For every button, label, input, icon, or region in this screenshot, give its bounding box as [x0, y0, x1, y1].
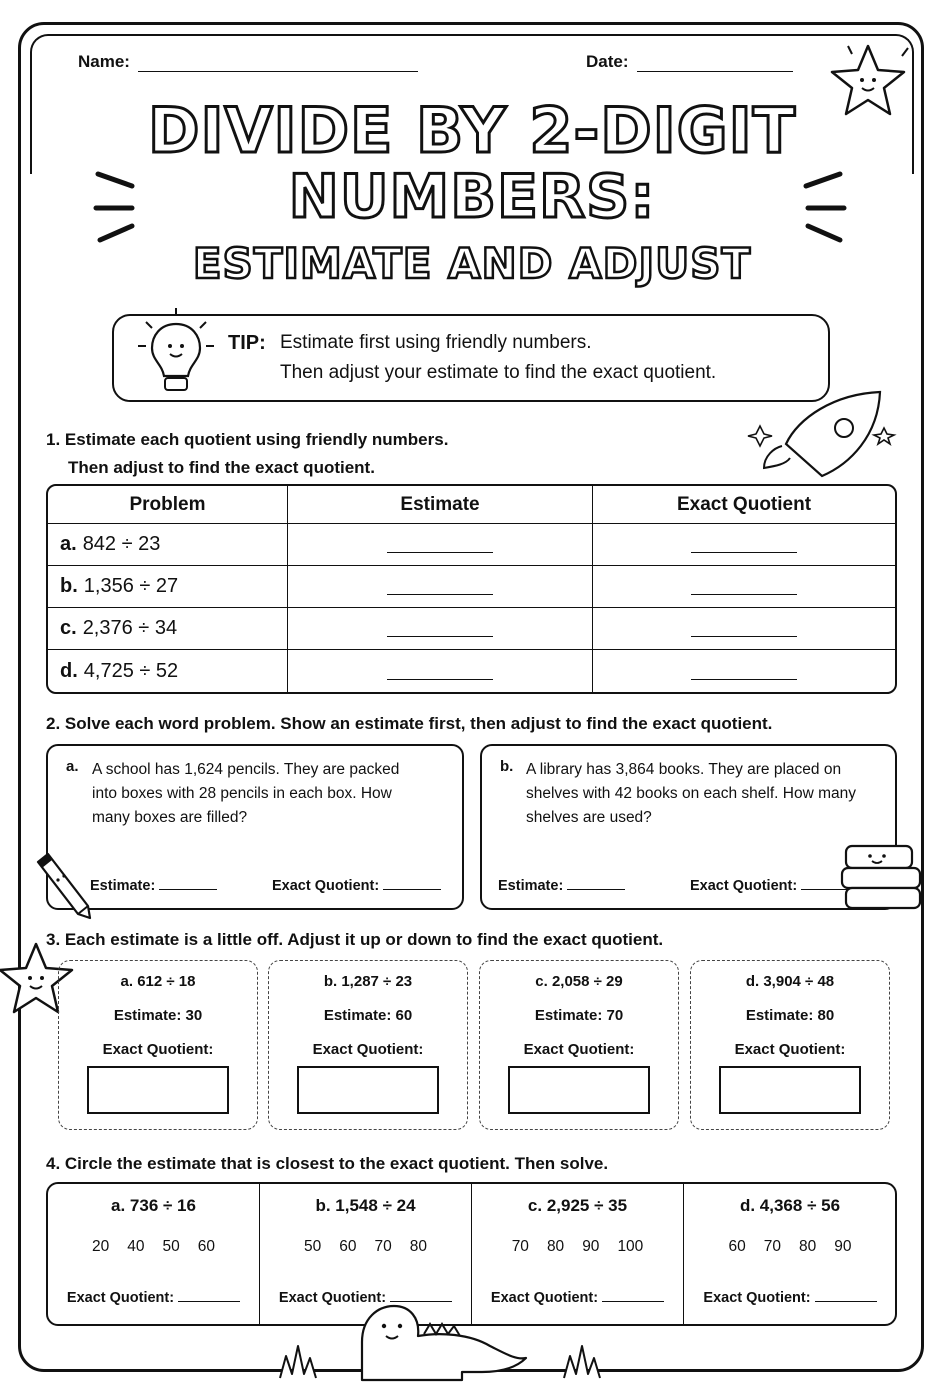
adjust-exact-label: Exact Quotient:: [312, 1041, 424, 1058]
estimate-option[interactable]: 40: [127, 1238, 145, 1255]
estimate-option[interactable]: 70: [374, 1238, 392, 1255]
circle-problem: b. 1,548 ÷ 24: [315, 1196, 416, 1215]
circle-problem: d. 4,368 ÷ 56: [739, 1196, 841, 1215]
circle-item: [48, 1184, 260, 1324]
books-icon: [838, 842, 928, 914]
estimate-option[interactable]: 60: [728, 1238, 746, 1255]
grass-icon: [276, 1344, 320, 1380]
row-problem: 4,725 ÷ 52: [83, 659, 179, 682]
answer-line[interactable]: [567, 889, 625, 890]
section-1-title-line-1: 1. Estimate each quotient using friendly numbers.: [46, 430, 449, 449]
section-1-title-line-2: Then adjust to find the exact quotient.: [68, 458, 375, 477]
circle-item: [684, 1184, 896, 1324]
answer-line[interactable]: [159, 889, 217, 890]
exact-answer[interactable]: [48, 1290, 259, 1306]
estimate-option[interactable]: 70: [763, 1238, 781, 1255]
table-row: [48, 650, 895, 692]
row-problem: 1,356 ÷ 27: [83, 575, 179, 597]
adjust-exact-label: Exact Quotient:: [734, 1041, 846, 1058]
adjust-estimate: Estimate: 60: [323, 1007, 413, 1024]
estimate-label: Estimate:: [90, 878, 156, 894]
header-estimate: Estimate: [288, 486, 593, 524]
estimate-option[interactable]: 80: [799, 1238, 817, 1255]
section-2-title: 2. Solve each word problem. Show an estimate first, then adjust to find the exact quotient.: [46, 714, 773, 733]
answer-box[interactable]: [508, 1066, 650, 1114]
burst-left-icon: [92, 168, 142, 248]
answer-line[interactable]: [387, 636, 493, 637]
tip-label: TIP:: [228, 332, 266, 354]
estimate-options: [48, 1238, 259, 1256]
title-line-1: DIVIDE BY 2-DIGIT: [148, 94, 796, 167]
adjust-problem: a. 612 ÷ 18: [120, 973, 196, 990]
name-line[interactable]: [138, 58, 418, 72]
exact-answer[interactable]: [684, 1290, 896, 1306]
word-problem-text: A school has 1,624 pencils. They are packed into boxes with 28 pencils in each box. How many boxes are filled?: [92, 761, 400, 826]
word-problem-letter: b.: [500, 758, 514, 775]
burst-right-icon: [800, 168, 850, 248]
answer-line[interactable]: [691, 636, 797, 637]
row-letter: c.: [60, 617, 77, 639]
word-problem-card: [480, 744, 897, 910]
estimate-option[interactable]: 90: [834, 1238, 852, 1255]
name-label: Name:: [78, 52, 130, 71]
answer-line[interactable]: [383, 889, 441, 890]
row-problem: 842 ÷ 23: [82, 533, 161, 555]
answer-line[interactable]: [178, 1301, 240, 1302]
exact-label: Exact Quotient:: [490, 1290, 599, 1306]
exact-answer[interactable]: [690, 878, 859, 894]
problem-cell: [48, 524, 288, 566]
row-letter: a.: [60, 533, 77, 555]
exact-answer[interactable]: [272, 878, 441, 894]
estimate-option[interactable]: 50: [162, 1238, 180, 1255]
exact-label: Exact Quotient:: [278, 1290, 387, 1306]
table-row: [48, 524, 895, 566]
answer-box[interactable]: [87, 1066, 229, 1114]
exact-cell[interactable]: [593, 650, 895, 692]
adjust-card: [690, 960, 890, 1130]
exact-label: Exact Quotient:: [272, 878, 380, 894]
estimate-table: [46, 484, 897, 694]
adjust-card: [58, 960, 258, 1130]
title-line-3: ESTIMATE AND ADJUST: [192, 239, 752, 288]
word-problem-text: A library has 3,864 books. They are placed on shelves with 42 books on each shelf. How many shelves are used?: [526, 761, 856, 826]
estimate-option[interactable]: 80: [409, 1238, 427, 1255]
estimate-option[interactable]: 70: [511, 1238, 529, 1255]
rocket-icon: [744, 402, 900, 484]
exact-cell[interactable]: [593, 566, 895, 608]
header-exact-quotient: Exact Quotient: [593, 486, 895, 524]
adjust-problem: d. 3,904 ÷ 48: [745, 973, 835, 990]
answer-box[interactable]: [297, 1066, 439, 1114]
estimate-answer[interactable]: [90, 878, 217, 894]
estimate-answer[interactable]: [498, 878, 625, 894]
answer-line[interactable]: [387, 679, 493, 680]
adjust-estimate: Estimate: 80: [745, 1007, 835, 1024]
adjust-card: [268, 960, 468, 1130]
answer-line[interactable]: [387, 552, 493, 553]
name-field[interactable]: [78, 52, 418, 72]
exact-label: Exact Quotient:: [66, 1290, 175, 1306]
word-problem-card: [46, 744, 464, 910]
table-row: [48, 566, 895, 608]
estimate-options: [684, 1238, 896, 1256]
word-problem-letter: a.: [66, 758, 79, 775]
adjust-exact-label: Exact Quotient:: [102, 1041, 214, 1058]
section-1-title: [46, 430, 448, 478]
row-letter: b.: [60, 575, 78, 597]
estimate-label: Estimate:: [498, 878, 564, 894]
table-row: [48, 608, 895, 650]
pencil-icon: [30, 852, 94, 922]
exact-cell[interactable]: [593, 608, 895, 650]
exact-label: Exact Quotient:: [703, 1290, 811, 1306]
problem-cell: [48, 566, 288, 608]
adjust-problem: b. 1,287 ÷ 23: [323, 973, 413, 990]
estimate-option[interactable]: 60: [339, 1238, 357, 1255]
estimate-cell[interactable]: [288, 566, 593, 608]
adjust-card: [479, 960, 679, 1130]
estimate-cell[interactable]: [288, 608, 593, 650]
answer-line[interactable]: [691, 679, 797, 680]
tip-line-1: Estimate first using friendly numbers.: [280, 332, 592, 353]
date-label: Date:: [586, 52, 629, 71]
dinosaur-icon: [350, 1298, 530, 1382]
problem-cell: [48, 650, 288, 692]
estimate-option[interactable]: 100: [617, 1238, 644, 1255]
row-problem: 2,376 ÷ 34: [82, 617, 178, 639]
section-3-title: 3. Each estimate is a little off. Adjust it up or down to find the exact quotient.: [46, 930, 664, 949]
date-field[interactable]: [586, 52, 793, 72]
table-header-row: [48, 486, 895, 524]
date-line[interactable]: [637, 58, 793, 72]
answer-line[interactable]: [602, 1301, 664, 1302]
estimate-options: [472, 1238, 683, 1256]
circle-problem: c. 2,925 ÷ 35: [527, 1196, 628, 1215]
estimate-cell[interactable]: [288, 650, 593, 692]
exact-label: Exact Quotient:: [690, 878, 798, 894]
adjust-estimate: Estimate: 30: [113, 1007, 203, 1024]
estimate-cell[interactable]: [288, 524, 593, 566]
answer-line[interactable]: [691, 552, 797, 553]
estimate-option[interactable]: 20: [92, 1238, 110, 1255]
answer-line[interactable]: [387, 594, 493, 595]
estimate-option[interactable]: 90: [582, 1238, 600, 1255]
estimate-option[interactable]: 50: [304, 1238, 322, 1255]
problem-cell: [48, 608, 288, 650]
exact-cell[interactable]: [593, 524, 895, 566]
answer-box[interactable]: [719, 1066, 861, 1114]
estimate-options: [260, 1238, 471, 1256]
header-problem: Problem: [48, 486, 288, 524]
answer-line[interactable]: [815, 1301, 877, 1302]
lightbulb-icon: [138, 306, 214, 398]
row-letter: d.: [60, 659, 78, 682]
adjust-problem: c. 2,058 ÷ 29: [535, 973, 623, 990]
estimate-option[interactable]: 60: [197, 1238, 215, 1255]
circle-problem: a. 736 ÷ 16: [111, 1196, 196, 1215]
grass-icon: [560, 1344, 604, 1380]
estimate-option[interactable]: 80: [546, 1238, 565, 1255]
section-4-title: 4. Circle the estimate that is closest to the exact quotient. Then solve.: [46, 1154, 609, 1173]
title-line-2: NUMBERS:: [288, 162, 656, 232]
adjust-exact-label: Exact Quotient:: [523, 1041, 635, 1058]
adjust-estimate: Estimate: 70: [534, 1007, 624, 1024]
tip-box: [112, 314, 830, 402]
tip-line-2: Then adjust your estimate to find the exact quotient.: [280, 362, 717, 383]
answer-line[interactable]: [691, 594, 797, 595]
